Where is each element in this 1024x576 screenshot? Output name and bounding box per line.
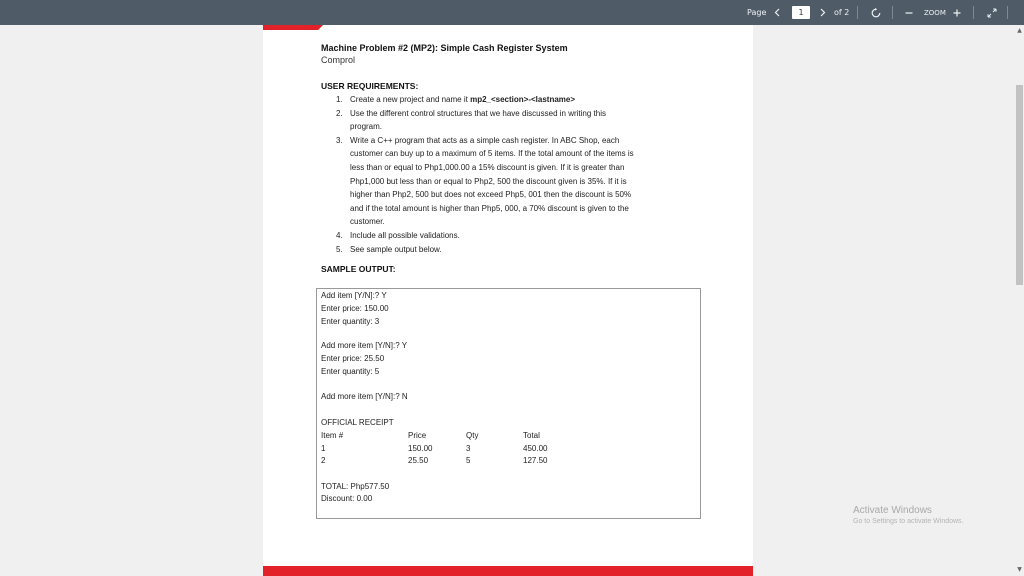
sample-line: Enter price: 25.50	[321, 354, 385, 363]
receipt-cell: 127.50	[523, 456, 548, 465]
receipt-cell: 450.00	[523, 444, 548, 453]
receipt-header-item: Item #	[321, 431, 344, 440]
receipt-cell: 3	[466, 444, 471, 453]
zoom-in-button[interactable]	[953, 0, 961, 25]
requirement-number: 4.	[336, 231, 343, 240]
receipt-cell: 1	[321, 444, 326, 453]
chevron-left-icon	[774, 8, 780, 17]
chevron-right-icon	[820, 8, 826, 17]
receipt-discount: Discount: 0.00	[321, 494, 373, 503]
activation-watermark-title: Activate Windows	[853, 505, 932, 516]
requirement-text: Include all possible validations.	[350, 231, 460, 240]
minus-icon	[905, 9, 913, 17]
receipt-header-price: Price	[408, 431, 427, 440]
requirement-text: See sample output below.	[350, 244, 442, 254]
divider	[973, 6, 974, 19]
receipt-cell: 150.00	[408, 444, 433, 453]
sample-line: Enter price: 150.00	[321, 304, 389, 313]
page-label: Page	[747, 8, 767, 17]
header-accent	[263, 25, 323, 30]
requirement-number: 5.	[336, 244, 343, 254]
page-total: of 2	[834, 8, 850, 17]
next-page-button[interactable]	[820, 0, 826, 25]
sample-line: Add item [Y/N]:? Y	[321, 291, 387, 300]
sample-line: Enter quantity: 5	[321, 367, 380, 376]
requirement-text: and if the total amount is higher than Php5, 000, a 70% discount is given to the	[350, 203, 629, 213]
requirement-text: Use the different control structures that we have discussed in writing this	[350, 108, 606, 118]
prev-page-button[interactable]	[774, 0, 780, 25]
requirement-number: 1.	[336, 95, 343, 104]
scrollbar-thumb[interactable]	[1016, 85, 1023, 285]
requirement-text: Php1,000 but less than or equal to Php2, 500 the discount given is 35%. If it is	[350, 176, 627, 186]
page-number-input[interactable]: 1	[792, 6, 810, 19]
document-title: Machine Problem #2 (MP2): Simple Cash Register System	[321, 43, 568, 53]
receipt-header-qty: Qty	[466, 431, 479, 440]
divider	[892, 6, 893, 19]
pdf-toolbar	[0, 0, 1024, 25]
scroll-up-icon[interactable]: ▲	[1017, 27, 1022, 34]
user-requirements-heading: USER REQUIREMENTS:	[321, 81, 419, 91]
receipt-cell: 25.50	[408, 456, 429, 465]
receipt-cell: 5	[466, 456, 471, 465]
divider	[857, 6, 858, 19]
sample-line: Enter quantity: 3	[321, 317, 380, 326]
fullscreen-button[interactable]	[987, 0, 997, 25]
requirement-number: 2.	[336, 108, 343, 118]
rotate-button[interactable]	[871, 0, 881, 25]
plus-icon	[953, 9, 961, 17]
project-name: mp2_<section>-<lastname>	[470, 95, 576, 104]
receipt-cell: 2	[321, 456, 326, 465]
requirement-text: customer can buy up to a maximum of 5 items. If the total amount of the items is	[350, 149, 634, 159]
requirement-text: less than or equal to Php1,000.00 a 15% discount is given. If it is greater than	[350, 162, 625, 172]
receipt-header-total: Total	[523, 431, 540, 440]
document-subtitle: Comprol	[321, 55, 356, 65]
receipt-title: OFFICIAL RECEIPT	[321, 418, 394, 427]
sample-line: Add more item [Y/N]:? Y	[321, 341, 408, 350]
zoom-out-button[interactable]	[905, 0, 913, 25]
sample-line: Add more item [Y/N]:? N	[321, 392, 408, 401]
receipt-total: TOTAL: Php577.50	[321, 482, 390, 491]
requirement-text: higher than Php2, 500 but does not exceed Php5, 001 then the discount is 50%	[350, 190, 632, 200]
sample-output-heading: SAMPLE OUTPUT:	[321, 264, 396, 274]
scroll-down-icon[interactable]: ▼	[1017, 566, 1022, 573]
rotate-icon	[871, 8, 881, 18]
zoom-label: ZOOM	[924, 8, 946, 17]
requirement-text: Create a new project and name it mp2_<section>-<lastname>	[350, 95, 576, 104]
requirement-text: Write a C++ program that acts as a simple cash register. In ABC Shop, each	[350, 135, 620, 145]
requirement-text: customer.	[350, 217, 385, 227]
requirement-text: program.	[350, 122, 383, 132]
expand-icon	[987, 8, 997, 18]
requirement-number: 3.	[336, 135, 343, 145]
footer-accent	[263, 566, 753, 576]
divider	[1007, 6, 1008, 19]
activation-watermark-subtitle: Go to Settings to activate Windows.	[853, 518, 964, 525]
